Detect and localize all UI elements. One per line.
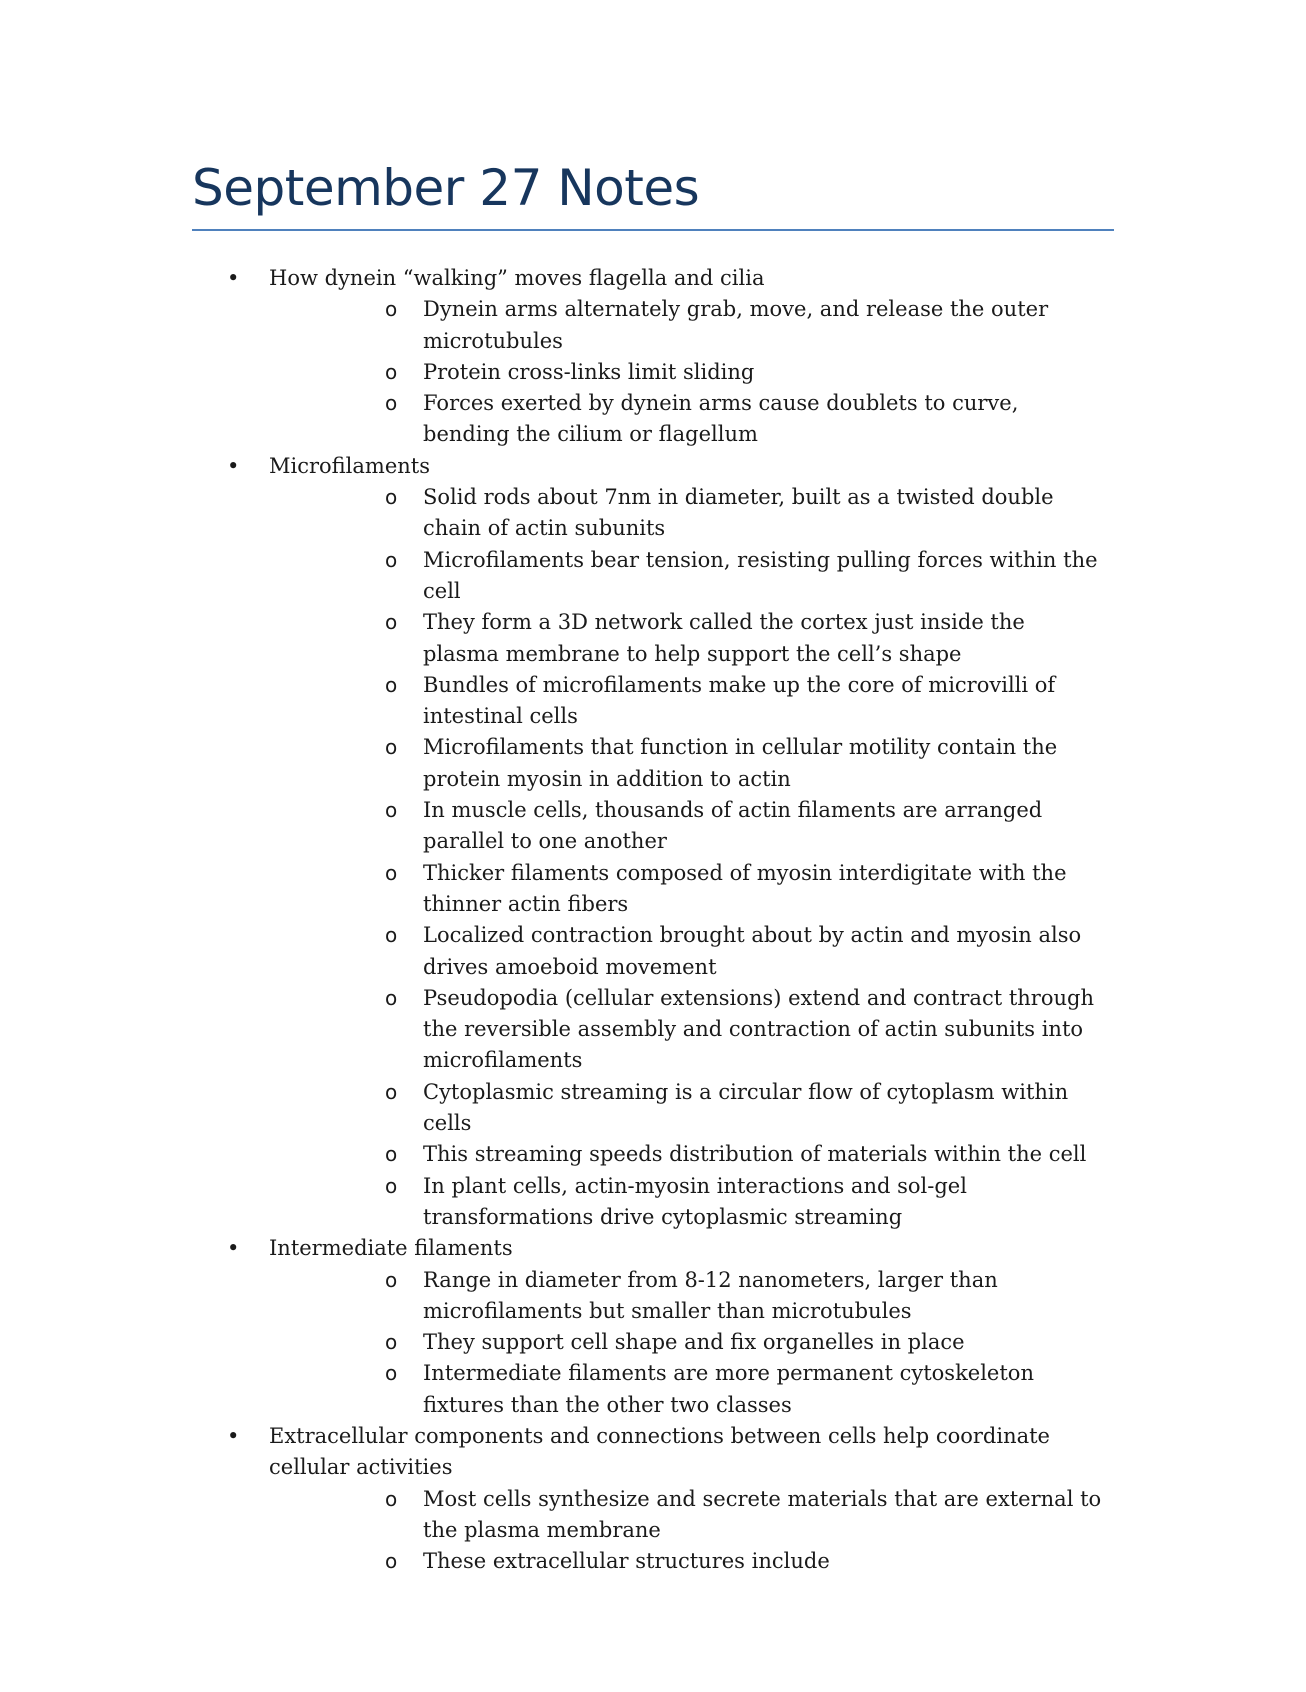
- sub-list-item-text: Thicker filaments composed of myosin interdigitate with the thinner actin fibers: [423, 860, 1067, 916]
- sub-list-item: [269, 983, 1114, 1077]
- circle-marker: o: [385, 1142, 398, 1167]
- sub-list: [269, 1265, 1114, 1421]
- sub-list-item: [269, 545, 1114, 608]
- circle-marker: o: [385, 1079, 398, 1104]
- sub-list-item: [269, 1546, 1114, 1577]
- outline-item-text: Microfilaments: [269, 453, 430, 478]
- circle-marker: o: [385, 860, 398, 885]
- sub-list-item-text: Microfilaments bear tension, resisting pulling forces within the cell: [423, 547, 1098, 603]
- circle-marker: o: [385, 297, 398, 322]
- notes-outline: [192, 263, 1114, 1577]
- sub-list-item-text: In plant cells, actin-myosin interactions and sol-gel transformations drive cytoplasmic streaming: [423, 1173, 967, 1229]
- sub-list-item: [269, 607, 1114, 670]
- sub-list-item: [269, 388, 1114, 451]
- sub-list-item: [269, 1171, 1114, 1234]
- circle-marker: o: [385, 485, 398, 510]
- sub-list-item-text: Dynein arms alternately grab, move, and release the outer microtubules: [423, 297, 1049, 353]
- sub-list-item-text: Localized contraction brought about by actin and myosin also drives amoeboid movement: [423, 923, 1082, 979]
- circle-marker: o: [385, 798, 398, 823]
- sub-list-item-text: Pseudopodia (cellular extensions) extend and contract through the reversible assembly and contraction of actin subunits into microfilaments: [423, 985, 1094, 1073]
- sub-list: [269, 294, 1114, 450]
- circle-marker: o: [385, 1173, 398, 1198]
- circle-marker: o: [385, 1486, 398, 1511]
- outline-item: [192, 263, 1114, 451]
- bullet-marker: •: [227, 266, 240, 290]
- circle-marker: o: [385, 1267, 398, 1292]
- sub-list-item: [269, 1265, 1114, 1328]
- outline-item: [192, 1233, 1114, 1421]
- circle-marker: o: [385, 391, 398, 416]
- circle-marker: o: [385, 672, 398, 697]
- sub-list-item-text: These extracellular structures include: [423, 1549, 830, 1574]
- bullet-marker: •: [227, 1236, 240, 1261]
- bullet-marker: •: [227, 1423, 240, 1448]
- sub-list-item-text: Cytoplasmic streaming is a circular flow of cytoplasm within cells: [423, 1079, 1069, 1136]
- sub-list-item-text: Most cells synthesize and secrete materials that are external to the plasma membrane: [423, 1486, 1102, 1542]
- sub-list-item: [269, 1484, 1114, 1547]
- circle-marker: o: [385, 985, 398, 1010]
- outline-item-text: How dynein “walking” moves flagella and cilia: [269, 266, 765, 290]
- sub-list-item: [269, 920, 1114, 983]
- outline-item-text: Extracellular components and connections between cells help coordinate cellular activities: [269, 1423, 1050, 1480]
- sub-list-item-text: Microfilaments that function in cellular motility contain the protein myosin in addition to actin: [423, 735, 1058, 791]
- sub-list-item-text: Range in diameter from 8-12 nanometers, larger than microfilaments but smaller than microtubules: [423, 1267, 998, 1323]
- sub-list-item: [269, 294, 1114, 357]
- sub-list-item: [269, 732, 1114, 795]
- circle-marker: o: [385, 610, 398, 635]
- sub-list-item: [269, 795, 1114, 858]
- circle-marker: o: [385, 1549, 398, 1574]
- circle-marker: o: [385, 359, 398, 384]
- sub-list-item-text: They support cell shape and fix organelles in place: [423, 1330, 965, 1355]
- sub-list-item: [269, 482, 1114, 545]
- circle-marker: o: [385, 1330, 398, 1355]
- sub-list-item-text: Protein cross-links limit sliding: [423, 359, 755, 384]
- sub-list-item: [269, 1077, 1114, 1140]
- circle-marker: o: [385, 547, 398, 572]
- sub-list-item: [269, 357, 1114, 388]
- sub-list-item-text: Bundles of microfilaments make up the core of microvilli of intestinal cells: [423, 672, 1056, 729]
- sub-list-item-text: They form a 3D network called the cortex just inside the plasma membrane to help support the cell’s shape: [423, 610, 1025, 666]
- sub-list-item: [269, 670, 1114, 733]
- sub-list-item: [269, 1327, 1114, 1358]
- circle-marker: o: [385, 1361, 398, 1386]
- circle-marker: o: [385, 923, 398, 948]
- outline-item: [192, 1421, 1114, 1577]
- bullet-marker: •: [227, 453, 240, 478]
- sub-list-item: [269, 1358, 1114, 1421]
- sub-list-item-text: In muscle cells, thousands of actin filaments are arranged parallel to one another: [423, 798, 1043, 854]
- sub-list-item: [269, 1139, 1114, 1170]
- outline-item-text: Intermediate filaments: [269, 1236, 513, 1261]
- sub-list: [269, 482, 1114, 1233]
- sub-list-item-text: Solid rods about 7nm in diameter, built as a twisted double chain of actin subunits: [423, 485, 1054, 541]
- title-underline: [192, 229, 1114, 231]
- page-title: September 27 Notes: [192, 159, 700, 217]
- sub-list: [269, 1484, 1114, 1578]
- sub-list-item-text: This streaming speeds distribution of materials within the cell: [423, 1142, 1087, 1167]
- outline-item: [192, 451, 1114, 1233]
- sub-list-item-text: Intermediate filaments are more permanent cytoskeleton fixtures than the other two classes: [423, 1361, 1034, 1417]
- sub-list-item-text: Forces exerted by dynein arms cause doublets to curve, bending the cilium or flagellum: [423, 391, 1019, 447]
- sub-list-item: [269, 858, 1114, 921]
- circle-marker: o: [385, 735, 398, 760]
